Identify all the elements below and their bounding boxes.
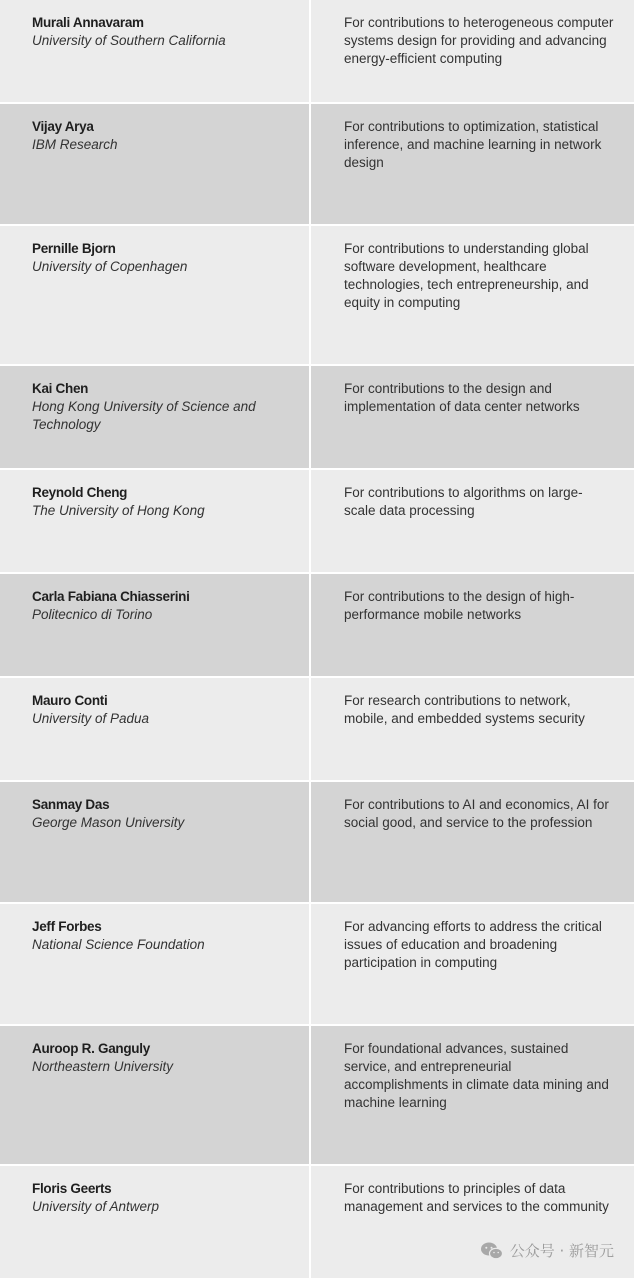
- fellow-citation: For research contributions to network, mobile, and embedded systems security: [344, 693, 585, 726]
- fellow-cell: [0, 904, 311, 1024]
- fellow-name: Pernille Bjorn: [32, 241, 116, 256]
- citation-cell: [311, 574, 634, 676]
- citation-cell: [311, 226, 634, 364]
- fellow-affiliation: Northeastern University: [32, 1059, 174, 1074]
- fellow-citation: For contributions to algorithms on large-scale data processing: [344, 485, 583, 518]
- fellow-citation: For contributions to heterogeneous computer systems design for providing and advancing energy-efficient computing: [344, 15, 614, 66]
- fellow-name: Mauro Conti: [32, 693, 108, 708]
- fellow-cell: [0, 1166, 311, 1278]
- citation-cell: [311, 470, 634, 572]
- fellow-affiliation: IBM Research: [32, 137, 118, 152]
- fellow-affiliation: National Science Foundation: [32, 937, 205, 952]
- table-row: [0, 104, 634, 226]
- table-row: [0, 1026, 634, 1166]
- fellow-citation: For contributions to optimization, statistical inference, and machine learning in network design: [344, 119, 602, 170]
- fellow-citation: For foundational advances, sustained service, and entrepreneurial accomplishments in climate data mining and machine learning: [344, 1041, 609, 1110]
- table-row: [0, 782, 634, 904]
- fellow-citation: For contributions to the design of high-performance mobile networks: [344, 589, 575, 622]
- fellow-affiliation: University of Copenhagen: [32, 259, 188, 274]
- fellow-affiliation: University of Padua: [32, 711, 150, 726]
- fellow-citation: For contributions to the design and implementation of data center networks: [344, 381, 580, 414]
- fellow-cell: [0, 782, 311, 902]
- fellow-cell: [0, 104, 311, 224]
- fellow-name: Floris Geerts: [32, 1181, 112, 1196]
- fellow-affiliation: University of Southern California: [32, 33, 226, 48]
- wechat-icon: [480, 1241, 504, 1261]
- fellow-affiliation: Politecnico di Torino: [32, 607, 153, 622]
- fellow-cell: [0, 470, 311, 572]
- fellow-affiliation: The University of Hong Kong: [32, 503, 205, 518]
- watermark-text: 公众号 · 新智元: [509, 1242, 614, 1260]
- citation-cell: [311, 678, 634, 780]
- fellow-name: Carla Fabiana Chiasserini: [32, 589, 190, 604]
- table-row: [0, 574, 634, 678]
- fellow-affiliation: University of Antwerp: [32, 1199, 160, 1214]
- fellow-name: Kai Chen: [32, 381, 89, 396]
- fellow-affiliation: George Mason University: [32, 815, 185, 830]
- fellow-citation: For contributions to AI and economics, AI for social good, and service to the profession: [344, 797, 609, 830]
- fellow-citation: For contributions to principles of data management and services to the community: [344, 1181, 609, 1214]
- citation-cell: [311, 904, 634, 1024]
- fellow-cell: [0, 366, 311, 468]
- citation-cell: [311, 104, 634, 224]
- fellow-cell: [0, 0, 311, 102]
- fellow-name: Vijay Arya: [32, 119, 94, 134]
- citation-cell: [311, 366, 634, 468]
- table-row: [0, 366, 634, 470]
- fellow-citation: For advancing efforts to address the critical issues of education and broadening participation in computing: [344, 919, 602, 970]
- fellow-cell: [0, 226, 311, 364]
- citation-cell: [311, 0, 634, 102]
- fellow-name: Sanmay Das: [32, 797, 110, 812]
- table-row: [0, 1166, 634, 1278]
- fellow-cell: [0, 574, 311, 676]
- table-row: [0, 226, 634, 366]
- citation-cell: [311, 1166, 634, 1278]
- fellow-name: Murali Annavaram: [32, 15, 144, 30]
- fellow-cell: [0, 1026, 311, 1164]
- citation-cell: [311, 1026, 634, 1164]
- table-row: [0, 904, 634, 1026]
- fellow-name: Reynold Cheng: [32, 485, 128, 500]
- fellow-cell: [0, 678, 311, 780]
- table-row: [0, 678, 634, 782]
- citation-cell: [311, 782, 634, 902]
- fellow-affiliation: Hong Kong University of Science and Technology: [32, 399, 256, 432]
- fellow-name: Jeff Forbes: [32, 919, 102, 934]
- watermark: [480, 1240, 614, 1261]
- table-row: [0, 0, 634, 104]
- table-row: [0, 470, 634, 574]
- fellow-citation: For contributions to understanding global software development, healthcare technologies, tech entrepreneurship, and equity in computing: [344, 241, 589, 310]
- fellow-name: Auroop R. Ganguly: [32, 1041, 150, 1056]
